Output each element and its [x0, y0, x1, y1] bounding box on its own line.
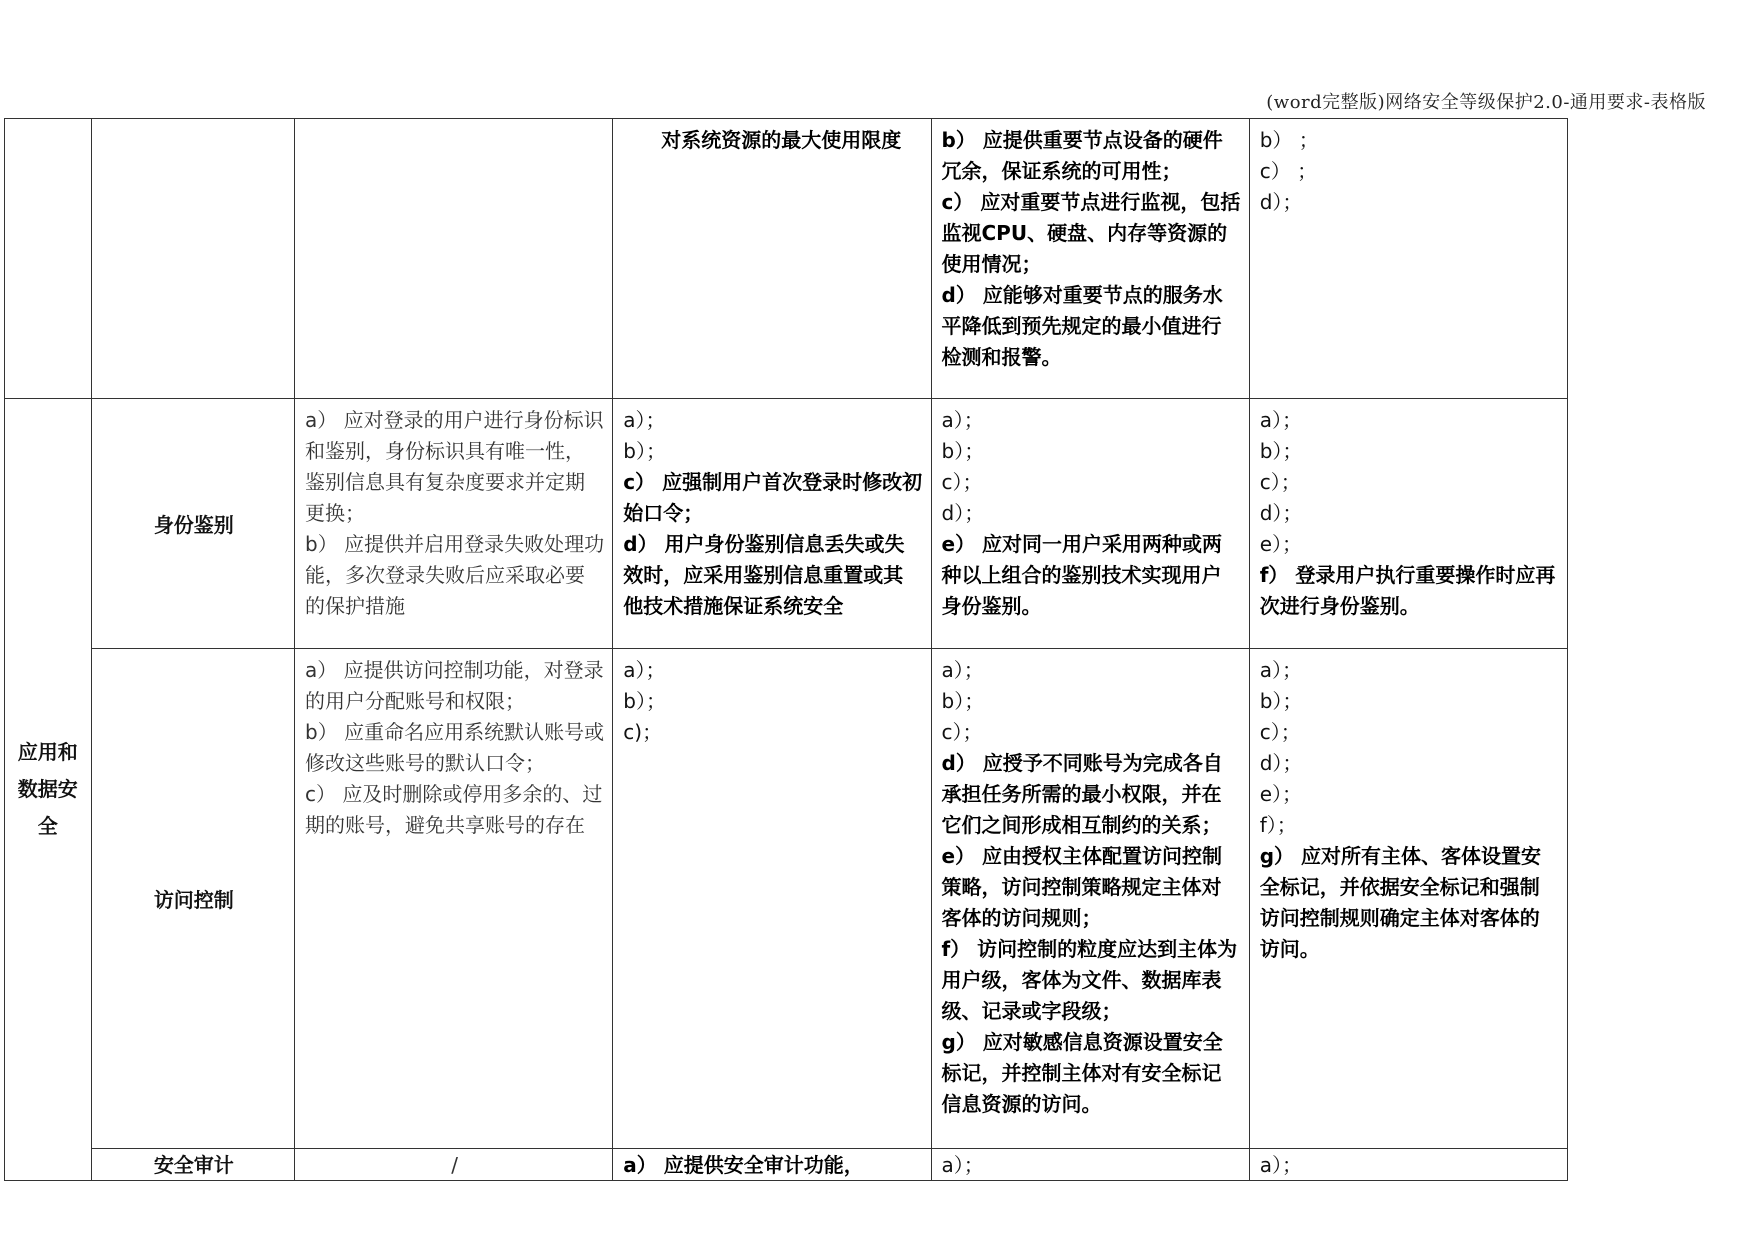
cell-level4	[1249, 119, 1567, 399]
cell-level4	[1249, 399, 1567, 649]
cell-level2	[613, 1149, 931, 1181]
req-line: d） 应授予不同账号为完成各自承担任务所需的最小权限，并在它们之间形成相互制约的关系；	[941, 751, 1223, 837]
req-line: c） 应及时删除或停用多余的、过期的账号，避免共享账号的存在	[305, 782, 603, 837]
req-line: d）；	[1259, 501, 1303, 525]
table-row	[5, 649, 1568, 1149]
req-line: b） 应提供重要节点设备的硬件冗余，保证系统的可用性；	[941, 128, 1223, 183]
req-line: b）；	[623, 439, 666, 463]
table-row	[5, 1149, 1568, 1181]
cell-level3	[931, 1149, 1249, 1181]
req-line: a）；	[623, 658, 666, 682]
category-label: 应用和数据安全	[17, 740, 78, 838]
cell-level2	[613, 399, 931, 649]
subcategory-cell	[91, 649, 294, 1149]
req-line: c）；	[1259, 720, 1301, 744]
req-line: c）；	[1259, 470, 1301, 494]
req-line: a）；	[1259, 658, 1302, 682]
req-line: 对系统资源的最大使用限度	[661, 128, 902, 152]
req-line: d）；	[1259, 190, 1303, 214]
cell-level3	[931, 649, 1249, 1149]
cell-level1	[295, 649, 613, 1149]
req-line: f）；	[1259, 813, 1297, 837]
req-line: c） 应对重要节点进行监视，包括监视CPU、硬盘、内存等资源的使用情况；	[941, 190, 1241, 276]
req-line: d） 应能够对重要节点的服务水平降低到预先规定的最小值进行检测和报警。	[941, 283, 1223, 369]
req-line: e） 应对同一用户采用两种或两种以上组合的鉴别技术实现用户身份鉴别。	[941, 532, 1223, 618]
req-line: b） 应提供并启用登录失败处理功能，多次登录失败后应采取必要的保护措施	[305, 532, 605, 618]
req-line: /	[451, 1153, 459, 1177]
req-line: b）；	[1259, 439, 1303, 463]
cell-level1	[295, 1149, 613, 1181]
req-line: a） 应提供访问控制功能，对登录的用户分配账号和权限；	[305, 658, 604, 713]
req-line: d） 用户身份鉴别信息丢失或失效时，应采用鉴别信息重置或其他技术措施保证系统安全	[623, 532, 905, 618]
cell-empty	[5, 119, 92, 399]
req-line: e） 应由授权主体配置访问控制策略，访问控制策略规定主体对客体的访问规则；	[941, 844, 1223, 930]
req-line: a）；	[941, 408, 984, 432]
req-line: d）；	[941, 501, 985, 525]
document-header: (word完整版)网络安全等级保护2.0-通用要求-表格版	[1266, 92, 1706, 113]
req-line: g） 应对所有主体、客体设置安全标记，并依据安全标记和强制访问控制规则确定主体对客体的访问。	[1259, 844, 1542, 961]
cell-empty	[91, 119, 294, 399]
req-line: a）；	[941, 1153, 984, 1177]
req-line: a） 应提供安全审计功能，	[623, 1153, 864, 1177]
subcategory-label: 安全审计	[153, 1153, 234, 1177]
cell-level3	[931, 399, 1249, 649]
req-line: a） 应对登录的用户进行身份标识和鉴别，身份标识具有唯一性，鉴别信息具有复杂度要求并定期更换；	[305, 408, 604, 525]
req-line: e）；	[1259, 532, 1303, 556]
req-line: c） ；	[1259, 159, 1318, 183]
req-line: c)；	[623, 720, 663, 744]
req-line: b）；	[1259, 689, 1303, 713]
table-row	[5, 119, 1568, 399]
req-line: a）；	[941, 658, 984, 682]
cell-level4	[1249, 1149, 1567, 1181]
req-line: b）；	[623, 689, 666, 713]
requirements-table	[4, 118, 1568, 1181]
req-line: f） 登录用户执行重要操作时应再次进行身份鉴别。	[1259, 563, 1556, 618]
req-line: b） 应重命名应用系统默认账号或修改这些账号的默认口令；	[305, 720, 605, 775]
req-line: b）；	[941, 439, 985, 463]
req-line: e）；	[1259, 782, 1303, 806]
subcategory-cell	[91, 1149, 294, 1181]
req-line: b）；	[941, 689, 985, 713]
cell-empty	[295, 119, 613, 399]
req-line: a）；	[623, 408, 666, 432]
cell-level2	[613, 119, 931, 399]
category-cell	[5, 399, 92, 1181]
req-line: b） ；	[1259, 128, 1319, 152]
cell-level3	[931, 119, 1249, 399]
req-line: d）；	[1259, 751, 1303, 775]
cell-level4	[1249, 649, 1567, 1149]
req-line: f） 访问控制的粒度应达到主体为用户级，客体为文件、数据库表级、记录或字段级；	[941, 937, 1238, 1023]
subcategory-label: 身份鉴别	[153, 513, 234, 537]
cell-level1	[295, 399, 613, 649]
req-line: a）；	[1259, 408, 1302, 432]
subcategory-label: 访问控制	[153, 888, 234, 912]
subcategory-cell	[91, 399, 294, 649]
req-line: c）；	[941, 470, 983, 494]
req-line: c） 应强制用户首次登录时修改初始口令；	[623, 470, 923, 525]
cell-level2	[613, 649, 931, 1149]
req-line: a）；	[1259, 1153, 1302, 1177]
req-line: g） 应对敏感信息资源设置安全标记，并控制主体对有安全标记信息资源的访问。	[941, 1030, 1223, 1116]
table-row	[5, 399, 1568, 649]
req-line: c）；	[941, 720, 983, 744]
